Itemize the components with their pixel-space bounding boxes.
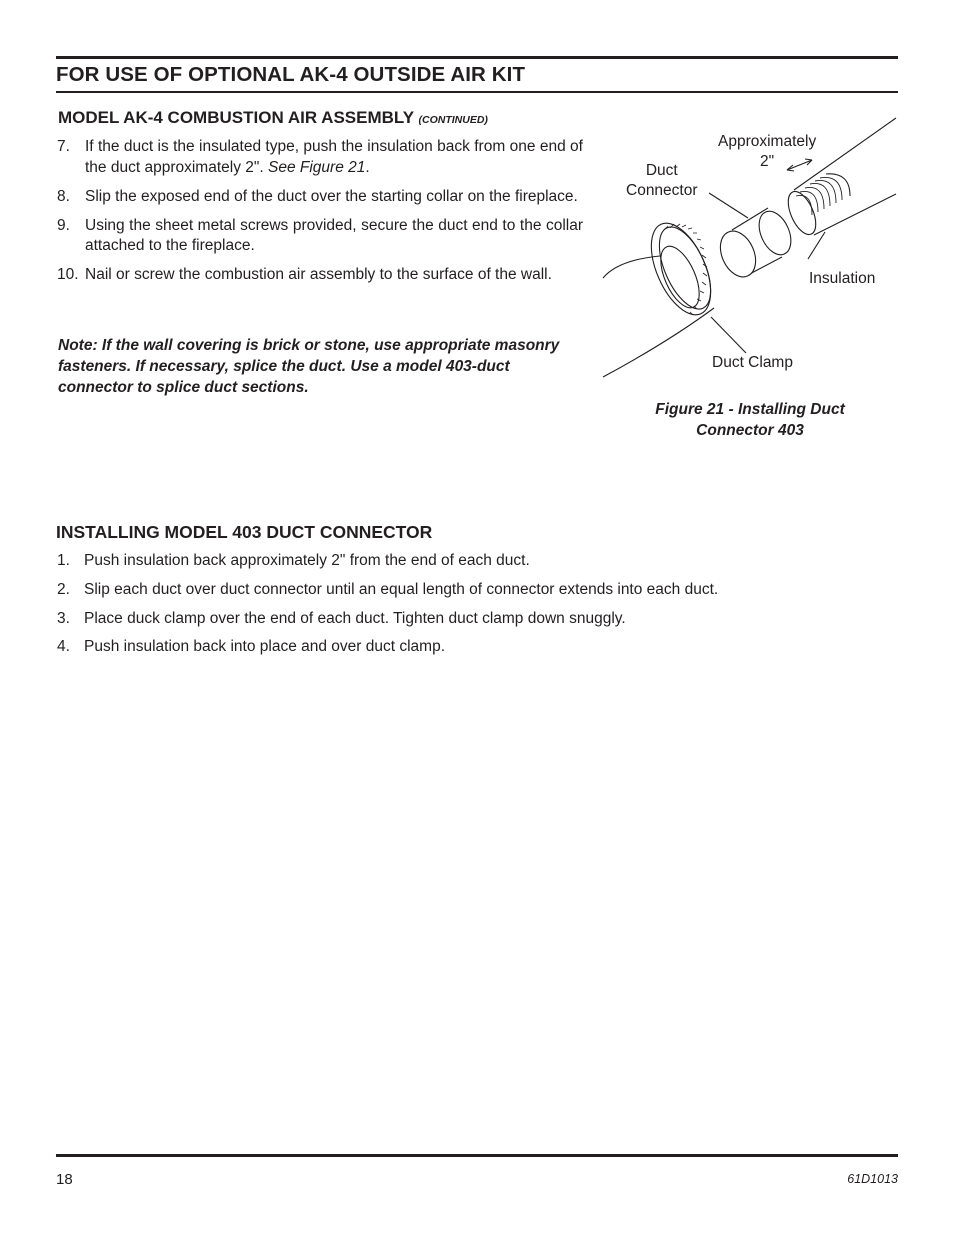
label-approximately-line2: 2"	[760, 153, 775, 170]
left-duct-outline-top	[603, 256, 660, 278]
label-duct-clamp: Duct Clamp	[712, 354, 793, 371]
figure-caption-line1: Figure 21 - Installing Duct	[655, 401, 845, 418]
continued-label: (CONTINUED)	[418, 114, 488, 126]
step-text: Place duck clamp over the end of each duct. Tighten duct clamp down snuggly.	[84, 609, 626, 627]
list-item	[56, 551, 898, 572]
leader-duct-clamp	[711, 317, 746, 353]
connector-front-face	[714, 226, 763, 283]
list-item	[56, 637, 898, 658]
document-id: 61D1013	[847, 1172, 898, 1186]
page-number: 18	[56, 1171, 73, 1188]
duct-clamp-ring-inner	[649, 220, 721, 317]
page-title: FOR USE OF OPTIONAL AK-4 OUTSIDE AIR KIT	[56, 63, 526, 86]
step-text: Slip the exposed end of the duct over the starting collar on the fireplace.	[85, 187, 578, 205]
step-number: 10.	[57, 266, 79, 283]
top-rule	[56, 56, 898, 59]
figure-caption	[630, 399, 870, 441]
label-approximately-line1: Approximately	[718, 133, 817, 150]
list-item	[56, 137, 583, 178]
footer-rule	[56, 1154, 898, 1157]
step-text: Using the sheet metal screws provided, secure the duct end to the collar attached to the fireplace.	[85, 216, 583, 254]
connector-steps-list	[56, 551, 898, 666]
step-text-tail: .	[365, 158, 370, 176]
figure-21	[598, 112, 898, 382]
step-number: 1.	[57, 552, 70, 569]
clamp-knurling	[664, 224, 707, 315]
list-item	[56, 609, 898, 630]
step-number: 8.	[57, 187, 70, 205]
left-duct-outline-bottom	[603, 308, 714, 377]
step-number: 4.	[57, 638, 70, 656]
section-heading-text: MODEL AK-4 COMBUSTION AIR ASSEMBLY	[58, 108, 414, 127]
step-text: Nail or screw the combustion air assembly to the surface of the wall.	[85, 266, 552, 283]
figure-reference: See Figure 21	[268, 158, 366, 176]
step-number: 9.	[57, 216, 70, 234]
list-item	[56, 187, 583, 208]
step-number: 7.	[57, 138, 70, 155]
list-item	[56, 265, 583, 286]
list-item	[56, 580, 898, 601]
label-insulation: Insulation	[809, 270, 876, 287]
ak4-steps-list	[56, 137, 583, 294]
step-number: 2.	[57, 580, 70, 598]
list-item	[56, 216, 583, 257]
step-text: Push insulation back approximately 2" from the end of each duct.	[84, 552, 530, 569]
label-duct-connector-line1: Duct	[645, 162, 678, 179]
title-underline	[56, 91, 898, 93]
step-text: Push insulation back into place and over duct clamp.	[84, 638, 446, 656]
step-text: Slip each duct over duct connector until an equal length of connector extends into each duct.	[84, 580, 719, 598]
masonry-note: Note: If the wall covering is brick or stone, use appropriate masonry fasteners. If necessary, splice the duct. Use a model 403-duct connector to splice duct sections.	[58, 337, 560, 396]
figure-caption-line2: Connector 403	[696, 422, 804, 439]
label-approximately	[718, 132, 816, 172]
step-text: If the duct is the insulated type, push the insulation back from one end of the duct approximately 2".	[85, 138, 583, 176]
insulation-edge	[826, 174, 850, 196]
label-duct-connector-line2: Connector	[626, 182, 698, 199]
label-duct-connector	[626, 161, 698, 201]
leader-duct-connector	[709, 193, 748, 218]
leader-insulation	[808, 232, 825, 259]
step-number: 3.	[57, 609, 70, 627]
section-heading-ak4	[58, 108, 488, 128]
right-duct-bottom-edge	[814, 194, 896, 235]
section-heading-403: INSTALLING MODEL 403 DUCT CONNECTOR	[56, 522, 433, 542]
